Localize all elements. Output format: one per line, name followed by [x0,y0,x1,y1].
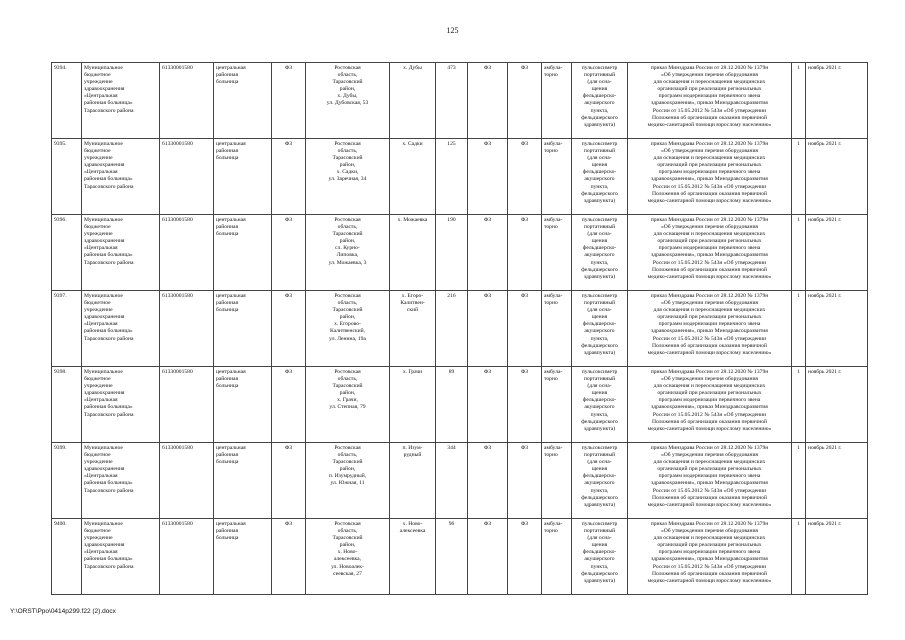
quantity-cell: 1 [792,443,806,519]
fz-cell: ФЗ [272,291,306,367]
population-cell: 89 [436,367,468,443]
fz-cell-3: ФЗ [508,367,542,443]
address-cell: Ростовская область, Тарасовский район, х. Грачи, ул. Степная, 79 [306,367,390,443]
address-cell: Ростовская область, Тарасовский район, х. Дубы, ул. Дубовская, 53 [306,63,390,139]
locality-cell: х. Грачи [390,367,436,443]
organization-cell: Муниципальное бюджетное учреждение здравоохранения «Центральная районная больница» Тарасовского района [82,367,160,443]
fz-cell-2: ФЗ [468,443,508,519]
care-type-cell: амбула- торно [542,367,572,443]
legal-basis-cell: приказ Минздрава России от 28.12.2020 № 1379н «Об утверждении перечня оборудования для оснащения и переоснащения медицинских организаций при реализации региональных программ модернизации первичного звена здравоохранения», приказ Минздравсоцразвития России от 15.05.2012 № 543н «Об утверждении Положения об организации оказания первичной медико-санитарной помощи взрослому населению» [628,519,792,595]
address-cell: Ростовская область, Тарасовский район, п. Изумрудный, ул. Южная, 11 [306,443,390,519]
locality-cell: х. Садки [390,139,436,215]
legal-basis-cell: приказ Минздрава России от 28.12.2020 № 1379н «Об утверждении перечня оборудования для оснащения и переоснащения медицинских организаций при реализации региональных программ модернизации первичного звена здравоохранения», приказ Минздравсоцразвития России от 15.05.2012 № 543н «Об утверждении Положения об организации оказания первичной медико-санитарной помощи взрослому населению» [628,215,792,291]
organization-cell: Муниципальное бюджетное учреждение здравоохранения «Центральная районная больница» Тарасовского района [82,291,160,367]
fz-cell-2: ФЗ [468,139,508,215]
unit-cell: центральная районная больница [214,139,272,215]
fz-cell: ФЗ [272,63,306,139]
row-number-cell: 9399. [52,443,82,519]
quantity-cell: 1 [792,519,806,595]
equipment-cell: пульсоксиметр портативный (для осна- щения фельдшерско- акушерского пункта, фельдшерского здравпункта) [572,291,628,367]
fz-cell: ФЗ [272,519,306,595]
footer-file-path: Y:\ORST\Ppo\0414p299.f22 (2).docx [10,608,116,615]
code-cell: 61330001580 [160,443,214,519]
locality-cell: х. Можаевка [390,215,436,291]
fz-cell-2: ФЗ [468,519,508,595]
code-cell: 61330001580 [160,291,214,367]
date-cell: ноябрь 2021 г. [806,367,868,443]
organization-cell: Муниципальное бюджетное учреждение здравоохранения «Центральная районная больница» Тарасовского района [82,215,160,291]
code-cell: 61330001580 [160,63,214,139]
row-number-cell: 9394. [52,63,82,139]
care-type-cell: амбула- торно [542,443,572,519]
legal-basis-cell: приказ Минздрава России от 28.12.2020 № 1379н «Об утверждении перечня оборудования для оснащения и переоснащения медицинских организаций при реализации региональных программ модернизации первичного звена здравоохранения», приказ Минздравсоцразвития России от 15.05.2012 № 543н «Об утверждении Положения об организации оказания первичной медико-санитарной помощи взрослому населению» [628,291,792,367]
fz-cell: ФЗ [272,367,306,443]
care-type-cell: амбула- торно [542,63,572,139]
organization-cell: Муниципальное бюджетное учреждение здравоохранения «Центральная районная больница» Тарасовского района [82,63,160,139]
equipment-cell: пульсоксиметр портативный (для осна- щения фельдшерско- акушерского пункта, фельдшерского здравпункта) [572,139,628,215]
date-cell: ноябрь 2021 г. [806,519,868,595]
locality-cell: п. Изум- рудный [390,443,436,519]
fz-cell-2: ФЗ [468,63,508,139]
address-cell: Ростовская область, Тарасовский район, х. Садки, ул. Заречная, 34 [306,139,390,215]
table-body [52,63,868,595]
table-row [52,367,868,443]
page-number: 125 [446,26,459,35]
organization-cell: Муниципальное бюджетное учреждение здравоохранения «Центральная районная больница» Тарасовского района [82,519,160,595]
fz-cell-3: ФЗ [508,139,542,215]
address-cell: Ростовская область, Тарасовский район, х. Ново- алексеевка, ул. Новоалек- сеевская, 27 [306,519,390,595]
population-cell: 190 [436,215,468,291]
legal-basis-cell: приказ Минздрава России от 28.12.2020 № 1379н «Об утверждении перечня оборудования для оснащения и переоснащения медицинских организаций при реализации региональных программ модернизации первичного звена здравоохранения», приказ Минздравсоцразвития России от 15.05.2012 № 543н «Об утверждении Положения об организации оказания первичной медико-санитарной помощи взрослому населению» [628,443,792,519]
code-cell: 61330001580 [160,215,214,291]
population-cell: 216 [436,291,468,367]
population-cell: 344 [436,443,468,519]
code-cell: 61330001580 [160,519,214,595]
quantity-cell: 1 [792,63,806,139]
date-cell: ноябрь 2021 г. [806,291,868,367]
equipment-cell: пульсоксиметр портативный (для осна- щения фельдшерско- акушерского пункта, фельдшерского здравпункта) [572,367,628,443]
legal-basis-cell: приказ Минздрава России от 28.12.2020 № 1379н «Об утверждении перечня оборудования для оснащения и переоснащения медицинских организаций при реализации региональных программ модернизации первичного звена здравоохранения», приказ Минздравсоцразвития России от 15.05.2012 № 543н «Об утверждении Положения об организации оказания первичной медико-санитарной помощи взрослому населению» [628,367,792,443]
row-number-cell: 9395. [52,139,82,215]
quantity-cell: 1 [792,139,806,215]
date-cell: ноябрь 2021 г. [806,215,868,291]
date-cell: ноябрь 2021 г. [806,63,868,139]
care-type-cell: амбула- торно [542,215,572,291]
unit-cell: центральная районная больница [214,291,272,367]
legal-basis-cell: приказ Минздрава России от 28.12.2020 № 1379н «Об утверждении перечня оборудования для оснащения и переоснащения медицинских организаций при реализации региональных программ модернизации первичного звена здравоохранения», приказ Минздравсоцразвития России от 15.05.2012 № 543н «Об утверждении Положения об организации оказания первичной медико-санитарной помощи взрослому населению» [628,139,792,215]
unit-cell: центральная районная больница [214,215,272,291]
unit-cell: центральная районная больница [214,443,272,519]
care-type-cell: амбула- торно [542,139,572,215]
code-cell: 61330001580 [160,367,214,443]
fz-cell-2: ФЗ [468,291,508,367]
address-cell: Ростовская область, Тарасовский район, сл. Курно- Липовка, ул. Можаевка, 3 [306,215,390,291]
registry-table [51,62,868,595]
population-cell: 96 [436,519,468,595]
address-cell: Ростовская область, Тарасовский район, х. Егорово- Калитвенский, ул. Ленина, 19а [306,291,390,367]
fz-cell: ФЗ [272,139,306,215]
unit-cell: центральная районная больница [214,367,272,443]
row-number-cell: 9400. [52,519,82,595]
equipment-cell: пульсоксиметр портативный (для осна- щения фельдшерско- акушерского пункта, фельдшерского здравпункта) [572,443,628,519]
table-row [52,291,868,367]
table-row [52,139,868,215]
care-type-cell: амбула- торно [542,291,572,367]
legal-basis-cell: приказ Минздрава России от 28.12.2020 № 1379н «Об утверждении перечня оборудования для оснащения и переоснащения медицинских организаций при реализации региональных программ модернизации первичного звена здравоохранения», приказ Минздравсоцразвития России от 15.05.2012 № 543н «Об утверждении Положения об организации оказания первичной медико-санитарной помощи взрослому населению» [628,63,792,139]
date-cell: ноябрь 2021 г. [806,443,868,519]
locality-cell: х. Егоро- Калитвен- ский [390,291,436,367]
code-cell: 61330001580 [160,139,214,215]
unit-cell: центральная районная больница [214,63,272,139]
quantity-cell: 1 [792,291,806,367]
organization-cell: Муниципальное бюджетное учреждение здравоохранения «Центральная районная больница» Тарасовского района [82,443,160,519]
quantity-cell: 1 [792,367,806,443]
fz-cell: ФЗ [272,443,306,519]
equipment-cell: пульсоксиметр портативный (для осна- щения фельдшерско- акушерского пункта, фельдшерского здравпункта) [572,519,628,595]
fz-cell-2: ФЗ [468,215,508,291]
quantity-cell: 1 [792,215,806,291]
unit-cell: центральная районная больница [214,519,272,595]
table-row [52,519,868,595]
fz-cell-2: ФЗ [468,367,508,443]
table-row [52,215,868,291]
equipment-cell: пульсоксиметр портативный (для осна- щения фельдшерско- акушерского пункта, фельдшерского здравпункта) [572,63,628,139]
row-number-cell: 9398. [52,367,82,443]
date-cell: ноябрь 2021 г. [806,139,868,215]
care-type-cell: амбула- торно [542,519,572,595]
equipment-cell: пульсоксиметр портативный (для осна- щения фельдшерско- акушерского пункта, фельдшерского здравпункта) [572,215,628,291]
organization-cell: Муниципальное бюджетное учреждение здравоохранения «Центральная районная больница» Тарасовского района [82,139,160,215]
locality-cell: х. Дубы [390,63,436,139]
fz-cell-3: ФЗ [508,443,542,519]
population-cell: 125 [436,139,468,215]
fz-cell-3: ФЗ [508,63,542,139]
fz-cell-3: ФЗ [508,519,542,595]
row-number-cell: 9397. [52,291,82,367]
row-number-cell: 9396. [52,215,82,291]
table-row [52,443,868,519]
fz-cell: ФЗ [272,215,306,291]
locality-cell: х. Ново- алексеевка [390,519,436,595]
table-row [52,63,868,139]
population-cell: 473 [436,63,468,139]
fz-cell-3: ФЗ [508,291,542,367]
fz-cell-3: ФЗ [508,215,542,291]
